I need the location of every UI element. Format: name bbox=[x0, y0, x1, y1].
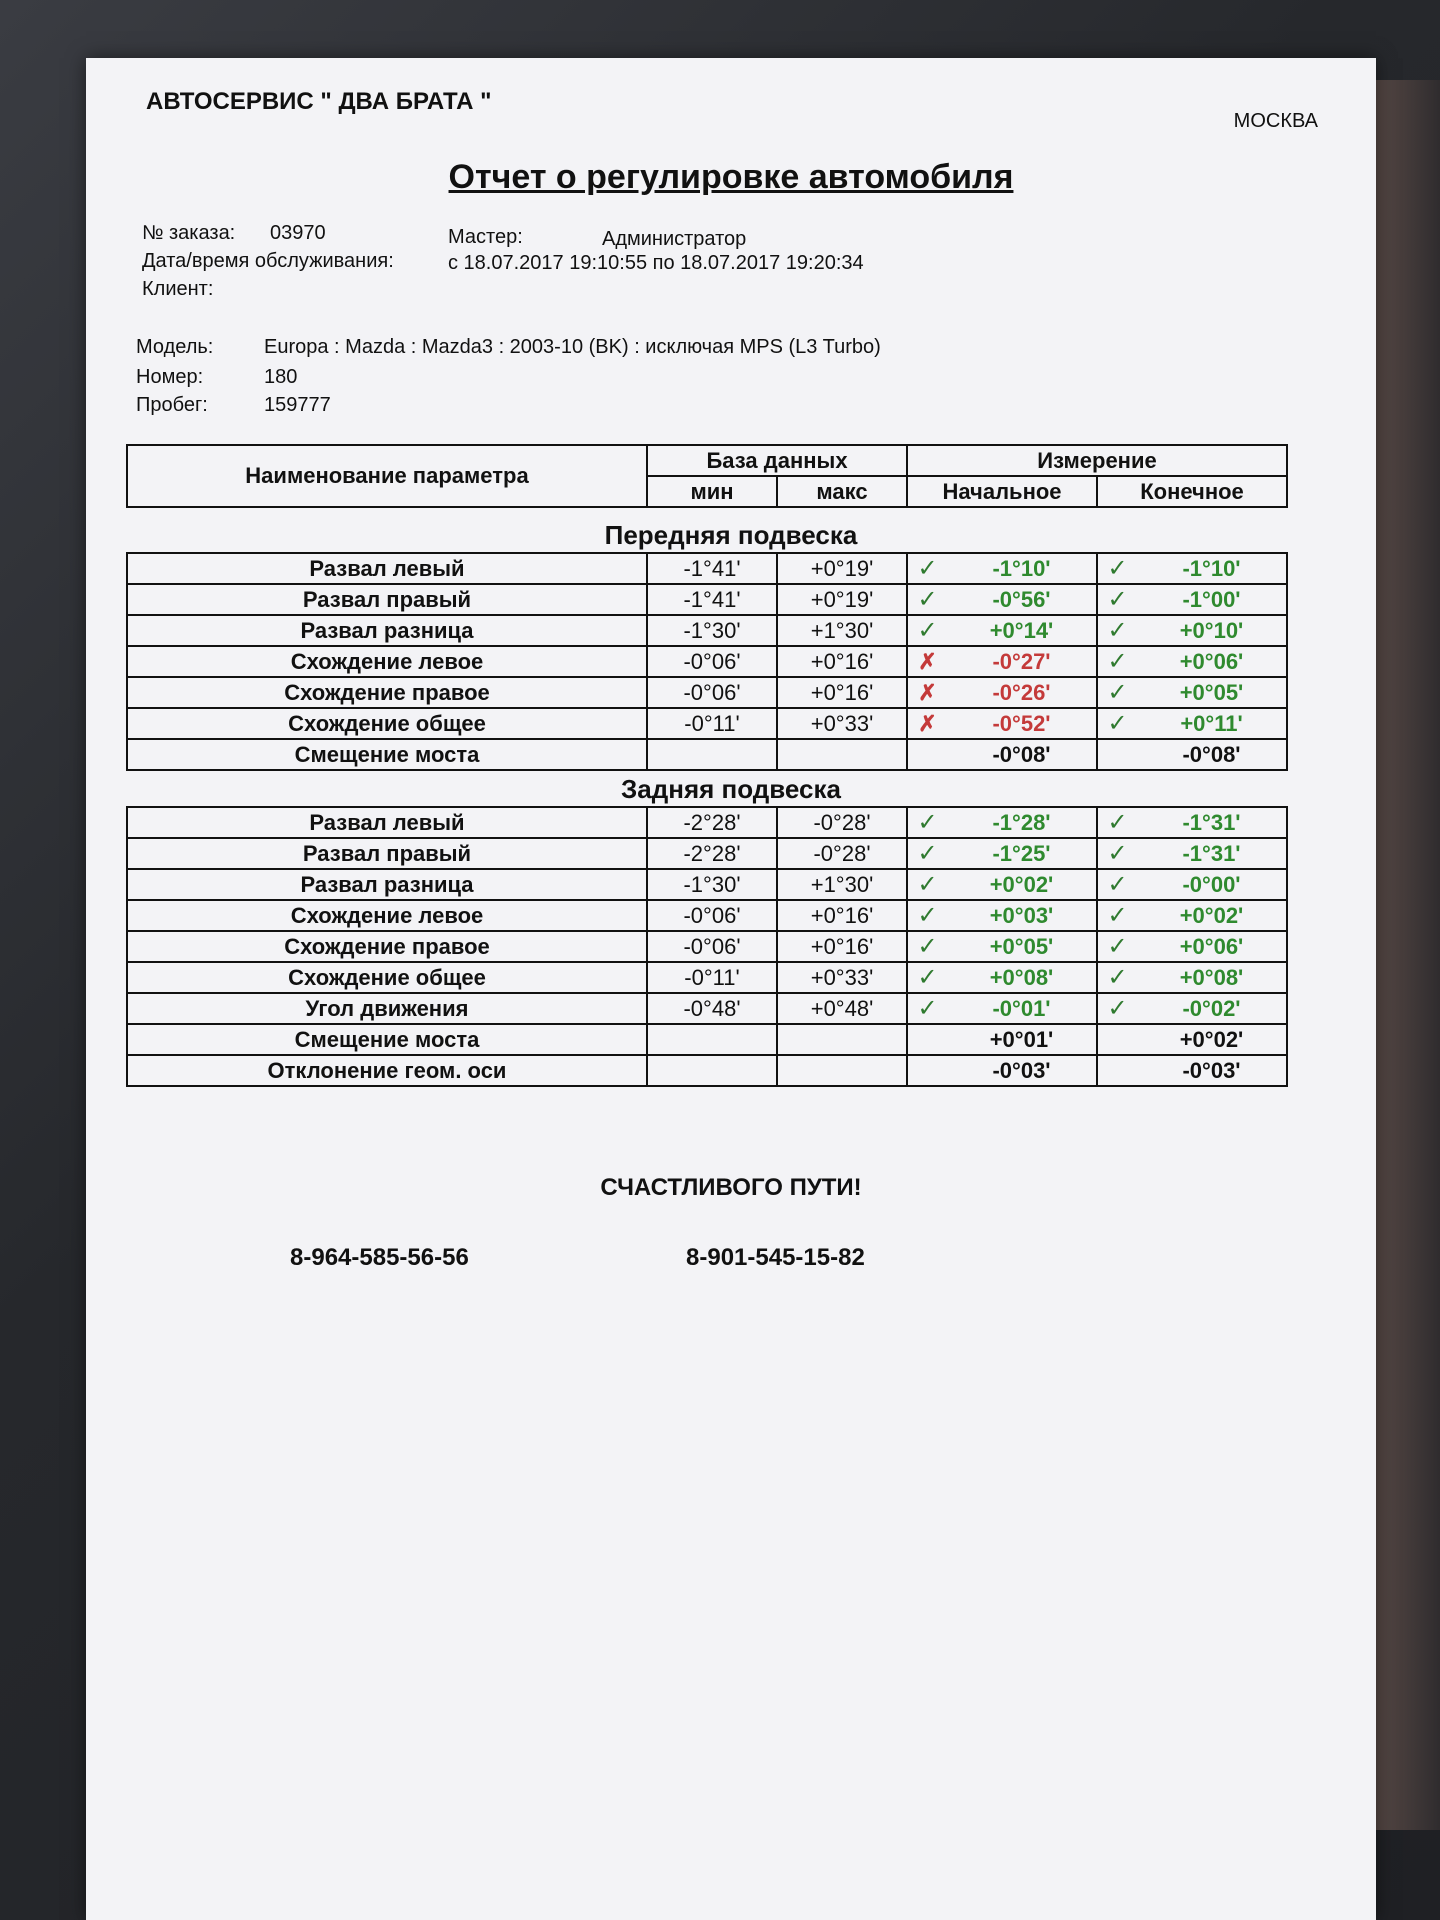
check-icon: ✓ bbox=[907, 584, 947, 615]
check-icon: ✓ bbox=[1097, 869, 1137, 900]
initial-value: -1°25' bbox=[947, 838, 1097, 869]
table-row bbox=[127, 1024, 1287, 1055]
db-max-value: +0°16' bbox=[777, 900, 907, 931]
check-icon: ✓ bbox=[907, 553, 947, 584]
cross-icon: ✗ bbox=[907, 708, 947, 739]
db-max-value: +1°30' bbox=[777, 615, 907, 646]
initial-value: +0°08' bbox=[947, 962, 1097, 993]
header-initial: Начальное bbox=[907, 476, 1097, 507]
header-min: мин bbox=[647, 476, 777, 507]
table-row bbox=[127, 931, 1287, 962]
db-min-value: -1°30' bbox=[647, 869, 777, 900]
check-icon: ✓ bbox=[1097, 962, 1137, 993]
table-row bbox=[127, 993, 1287, 1024]
check-icon: ✓ bbox=[907, 615, 947, 646]
param-name: Угол движения bbox=[127, 993, 647, 1024]
param-name: Развал правый bbox=[127, 584, 647, 615]
table-row bbox=[127, 900, 1287, 931]
param-name: Смещение моста bbox=[127, 1024, 647, 1055]
initial-value: -1°10' bbox=[947, 553, 1097, 584]
final-value: +0°06' bbox=[1137, 931, 1287, 962]
check-icon: ✓ bbox=[1097, 708, 1137, 739]
table-row bbox=[127, 869, 1287, 900]
db-min-value: -0°06' bbox=[647, 931, 777, 962]
db-max-value bbox=[777, 1024, 907, 1055]
check-icon: ✓ bbox=[1097, 584, 1137, 615]
param-name: Схождение правое bbox=[127, 677, 647, 708]
param-name: Развал левый bbox=[127, 553, 647, 584]
table-row bbox=[127, 962, 1287, 993]
door-panel-background bbox=[1370, 80, 1440, 1830]
mileage-label: Пробег: bbox=[136, 394, 208, 416]
table-row bbox=[127, 838, 1287, 869]
final-value: +0°05' bbox=[1137, 677, 1287, 708]
farewell-message: СЧАСТЛИВОГО ПУТИ! bbox=[600, 1174, 862, 1201]
initial-value: +0°14' bbox=[947, 615, 1097, 646]
empty-mark bbox=[907, 1024, 947, 1055]
table-row bbox=[127, 677, 1287, 708]
db-max-value: -0°28' bbox=[777, 838, 907, 869]
initial-value: +0°01' bbox=[947, 1024, 1097, 1055]
check-icon: ✓ bbox=[907, 993, 947, 1024]
check-icon: ✓ bbox=[1097, 993, 1137, 1024]
initial-value: -0°27' bbox=[947, 646, 1097, 677]
datetime-label: Дата/время обслуживания: bbox=[142, 250, 394, 272]
initial-value: -1°28' bbox=[947, 807, 1097, 838]
initial-value: -0°03' bbox=[947, 1055, 1097, 1086]
check-icon: ✓ bbox=[907, 838, 947, 869]
check-icon: ✓ bbox=[907, 869, 947, 900]
db-max-value: +1°30' bbox=[777, 869, 907, 900]
rear-suspension-table bbox=[126, 806, 1288, 1087]
phone-number-2: 8-901-545-15-82 bbox=[686, 1244, 865, 1271]
param-name: Схождение правое bbox=[127, 931, 647, 962]
master-value: Администратор bbox=[602, 228, 747, 250]
db-max-value: +0°48' bbox=[777, 993, 907, 1024]
final-value: -1°31' bbox=[1137, 807, 1287, 838]
initial-value: -0°52' bbox=[947, 708, 1097, 739]
vehicle-info bbox=[136, 336, 1286, 426]
order-label: № заказа: bbox=[142, 222, 236, 244]
db-max-value: +0°16' bbox=[777, 677, 907, 708]
order-info bbox=[142, 222, 1292, 312]
param-name: Развал правый bbox=[127, 838, 647, 869]
param-name: Отклонение геом. оси bbox=[127, 1055, 647, 1086]
empty-mark bbox=[1097, 739, 1137, 770]
initial-value: -0°56' bbox=[947, 584, 1097, 615]
final-value: -1°00' bbox=[1137, 584, 1287, 615]
initial-value: +0°05' bbox=[947, 931, 1097, 962]
final-value: +0°02' bbox=[1137, 900, 1287, 931]
final-value: -0°02' bbox=[1137, 993, 1287, 1024]
front-suspension-table bbox=[126, 552, 1288, 771]
param-name: Схождение левое bbox=[127, 900, 647, 931]
empty-mark bbox=[907, 1055, 947, 1086]
city-name: МОСКВА bbox=[1233, 110, 1318, 132]
initial-value: -0°01' bbox=[947, 993, 1097, 1024]
db-min-value: -0°06' bbox=[647, 677, 777, 708]
empty-mark bbox=[1097, 1024, 1137, 1055]
table-header bbox=[126, 444, 1288, 508]
table-row bbox=[127, 553, 1287, 584]
report-title: Отчет о регулировке автомобиля bbox=[448, 158, 1014, 196]
db-min-value: -1°41' bbox=[647, 553, 777, 584]
empty-mark bbox=[1097, 1055, 1137, 1086]
db-min-value: -0°48' bbox=[647, 993, 777, 1024]
final-value: -0°00' bbox=[1137, 869, 1287, 900]
db-min-value: -0°11' bbox=[647, 708, 777, 739]
param-name: Схождение левое bbox=[127, 646, 647, 677]
master-label: Мастер: bbox=[448, 226, 523, 248]
db-max-value: +0°16' bbox=[777, 646, 907, 677]
db-max-value: +0°33' bbox=[777, 962, 907, 993]
final-value: -1°10' bbox=[1137, 553, 1287, 584]
check-icon: ✓ bbox=[1097, 615, 1137, 646]
table-row bbox=[127, 708, 1287, 739]
final-value: +0°06' bbox=[1137, 646, 1287, 677]
db-min-value: -0°06' bbox=[647, 900, 777, 931]
param-name: Схождение общее bbox=[127, 708, 647, 739]
db-min-value: -2°28' bbox=[647, 838, 777, 869]
number-value: 180 bbox=[264, 366, 298, 388]
final-value: +0°11' bbox=[1137, 708, 1287, 739]
check-icon: ✓ bbox=[1097, 931, 1137, 962]
final-value: +0°08' bbox=[1137, 962, 1287, 993]
param-name: Развал левый bbox=[127, 807, 647, 838]
datetime-value: с 18.07.2017 19:10:55 по 18.07.2017 19:20:34 bbox=[448, 252, 864, 274]
param-name: Схождение общее bbox=[127, 962, 647, 993]
db-max-value: +0°33' bbox=[777, 708, 907, 739]
final-value: +0°02' bbox=[1137, 1024, 1287, 1055]
db-min-value: -1°30' bbox=[647, 615, 777, 646]
initial-value: +0°02' bbox=[947, 869, 1097, 900]
db-min-value bbox=[647, 1024, 777, 1055]
db-min-value: -0°06' bbox=[647, 646, 777, 677]
rear-section-title: Задняя подвеска bbox=[621, 774, 841, 804]
header-measurement: Измерение bbox=[907, 445, 1287, 476]
final-value: -0°08' bbox=[1137, 739, 1287, 770]
check-icon: ✓ bbox=[907, 962, 947, 993]
db-min-value: -2°28' bbox=[647, 807, 777, 838]
model-label: Модель: bbox=[136, 336, 214, 358]
check-icon: ✓ bbox=[1097, 646, 1137, 677]
initial-value: -0°08' bbox=[947, 739, 1097, 770]
table-row bbox=[127, 739, 1287, 770]
db-min-value bbox=[647, 1055, 777, 1086]
empty-mark bbox=[907, 739, 947, 770]
mileage-value: 159777 bbox=[264, 394, 331, 416]
header-param: Наименование параметра bbox=[127, 445, 647, 507]
check-icon: ✓ bbox=[1097, 677, 1137, 708]
number-label: Номер: bbox=[136, 366, 204, 388]
param-name: Смещение моста bbox=[127, 739, 647, 770]
front-section-title: Передняя подвеска bbox=[604, 520, 858, 550]
model-value: Europa : Mazda : Mazda3 : 2003-10 (BK) : исключая MPS (L3 Turbo) bbox=[264, 336, 881, 358]
db-min-value: -1°41' bbox=[647, 584, 777, 615]
db-max-value: +0°19' bbox=[777, 553, 907, 584]
param-name: Развал разница bbox=[127, 615, 647, 646]
final-value: -0°03' bbox=[1137, 1055, 1287, 1086]
table-row bbox=[127, 1055, 1287, 1086]
check-icon: ✓ bbox=[1097, 807, 1137, 838]
initial-value: +0°03' bbox=[947, 900, 1097, 931]
param-name: Развал разница bbox=[127, 869, 647, 900]
check-icon: ✓ bbox=[1097, 553, 1137, 584]
db-max-value bbox=[777, 739, 907, 770]
check-icon: ✓ bbox=[907, 900, 947, 931]
company-name: АВТОСЕРВИС " ДВА БРАТА " bbox=[146, 88, 492, 115]
header-max: макс bbox=[777, 476, 907, 507]
phone-number-1: 8-964-585-56-56 bbox=[290, 1244, 469, 1271]
final-value: +0°10' bbox=[1137, 615, 1287, 646]
cross-icon: ✗ bbox=[907, 646, 947, 677]
cross-icon: ✗ bbox=[907, 677, 947, 708]
client-label: Клиент: bbox=[142, 278, 214, 300]
table-row bbox=[127, 807, 1287, 838]
table-row bbox=[127, 646, 1287, 677]
db-min-value: -0°11' bbox=[647, 962, 777, 993]
initial-value: -0°26' bbox=[947, 677, 1097, 708]
final-value: -1°31' bbox=[1137, 838, 1287, 869]
db-max-value bbox=[777, 1055, 907, 1086]
check-icon: ✓ bbox=[907, 931, 947, 962]
check-icon: ✓ bbox=[1097, 838, 1137, 869]
header-database: База данных bbox=[647, 445, 907, 476]
db-max-value: +0°16' bbox=[777, 931, 907, 962]
header-final: Конечное bbox=[1097, 476, 1287, 507]
db-min-value bbox=[647, 739, 777, 770]
check-icon: ✓ bbox=[1097, 900, 1137, 931]
db-max-value: -0°28' bbox=[777, 807, 907, 838]
order-value: 03970 bbox=[270, 222, 326, 244]
check-icon: ✓ bbox=[907, 807, 947, 838]
report-sheet bbox=[86, 58, 1376, 1920]
table-row bbox=[127, 615, 1287, 646]
db-max-value: +0°19' bbox=[777, 584, 907, 615]
table-row bbox=[127, 584, 1287, 615]
